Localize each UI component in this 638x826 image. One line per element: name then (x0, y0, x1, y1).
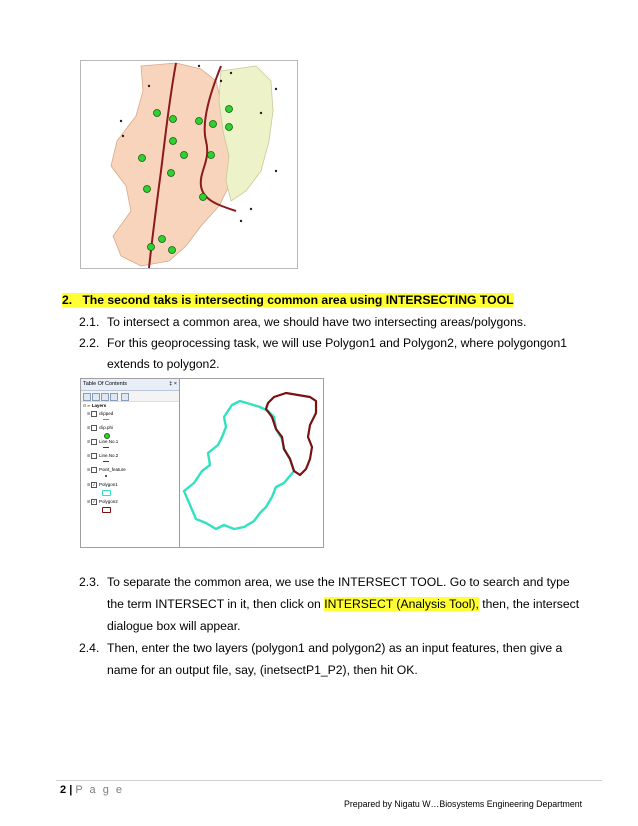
item-2-3-line2-pre: the term INTERSECT in it, then click on (107, 597, 325, 611)
point-feature (226, 124, 233, 131)
item-2-2-line2: extends to polygon2. (107, 357, 220, 371)
table-of-contents-panel (81, 379, 180, 547)
toc-root-label: Layers (91, 403, 107, 408)
item-2-3-line3: dialogue box will appear. (107, 619, 241, 633)
outside-point (122, 135, 124, 137)
item-2-2-number: 2.2. (79, 336, 100, 350)
clip-map-figure (80, 60, 298, 269)
toc-layer-item[interactable]: ⊞ Point_feature (87, 467, 126, 473)
outside-point (220, 80, 222, 82)
outside-point (250, 208, 252, 210)
footer-divider (56, 780, 602, 781)
layer-checkbox[interactable] (91, 467, 97, 473)
point-feature (144, 186, 151, 193)
item-2-1-number: 2.1. (79, 315, 100, 329)
item-2-2-line1: For this geoprocessing task, we will use Polygon1 and Polygon2, where polygongon1 (107, 336, 568, 350)
point-feature (168, 170, 175, 177)
layer-name: Polygon2 (99, 499, 118, 505)
arcmap-figure (80, 378, 324, 548)
layer-checkbox[interactable] (91, 411, 97, 417)
toc-toolbar (81, 391, 179, 402)
layer-checkbox-checked[interactable]: ✓ (92, 482, 96, 487)
polygon-map-image (180, 379, 323, 547)
intersect-tool-highlight: INTERSECT (Analysis Tool), (324, 597, 479, 611)
layer-name: clip.phi (99, 425, 114, 431)
toc-layer-item[interactable]: ⊞ clip.phi (87, 425, 114, 431)
item-2-3-number: 2.3. (79, 575, 100, 589)
section-heading-text: The second taks is intersecting common area using INTERSECTING TOOL (82, 293, 514, 307)
page-word: P a g e (75, 784, 124, 796)
toc-layers-root[interactable]: ⊟▰ Layers (83, 403, 107, 408)
item-2-3-line1: To separate the common area, we use the INTERSECT TOOL. Go to search and type (107, 575, 570, 589)
page-number (60, 784, 124, 796)
item-2-1-text: To intersect a common area, we should have two intersecting areas/polygons. (107, 315, 527, 329)
outside-point (198, 65, 200, 67)
legend-symbol (102, 490, 111, 496)
item-2-4-number: 2.4. (79, 641, 100, 655)
clip-map-image (81, 61, 297, 268)
item-2-3-line2 (107, 597, 579, 611)
layer-name: Point_feature (99, 467, 126, 473)
point-feature (170, 116, 177, 123)
point-feature (226, 106, 233, 113)
toc-layer-item[interactable]: ⊞ ✓ Polygon2 (87, 499, 118, 505)
point-feature (169, 247, 176, 254)
outside-point (240, 220, 242, 222)
legend-symbol (102, 507, 111, 513)
list-by-source-icon[interactable] (92, 393, 100, 401)
layer-checkbox[interactable] (91, 453, 97, 459)
list-by-visibility-icon[interactable] (101, 393, 109, 401)
point-feature (148, 244, 155, 251)
toc-layer-item[interactable]: ⊞ ✓ Polygon1 (87, 482, 118, 488)
legend-symbol (103, 419, 109, 420)
toc-layer-item[interactable]: ⊞ Line.No.1 (87, 439, 119, 445)
toc-title-bar (81, 379, 179, 391)
page-number-value: 2 (60, 784, 67, 796)
outside-point (230, 72, 232, 74)
outside-point (275, 88, 277, 90)
list-by-selection-icon[interactable] (110, 393, 118, 401)
outside-point (275, 170, 277, 172)
item-2-3-line2-post: then, the intersect (478, 597, 580, 611)
legend-symbol (103, 461, 109, 462)
section-number: 2. (62, 293, 73, 307)
section-heading (62, 293, 514, 307)
legend-symbol (105, 475, 107, 477)
layer-checkbox[interactable] (91, 439, 97, 445)
point-feature (154, 110, 161, 117)
layer-checkbox[interactable] (91, 425, 97, 431)
map-view[interactable] (180, 379, 323, 547)
legend-symbol (103, 447, 109, 448)
point-feature (159, 236, 166, 243)
point-feature (139, 155, 146, 162)
point-feature (170, 138, 177, 145)
toc-layer-item[interactable]: ⊞ clipped (87, 411, 114, 417)
point-feature (200, 194, 207, 201)
layer-name: Polygon1 (99, 482, 118, 488)
options-icon[interactable] (121, 393, 129, 401)
point-feature (196, 118, 203, 125)
point-feature (210, 121, 217, 128)
toc-pin-close[interactable]: ‡ × (169, 381, 177, 387)
page-separator: | (69, 784, 73, 796)
layer-name: Line.No.1 (99, 439, 119, 445)
polygon2-outline (266, 393, 316, 475)
prepared-by: Prepared by Nigatu W…Biosystems Engineering Department (344, 799, 583, 809)
toc-layer-item[interactable]: ⊞ Line.No.2 (87, 453, 119, 459)
point-feature (208, 152, 215, 159)
layer-checkbox-checked[interactable]: ✓ (92, 499, 96, 504)
list-by-drawing-order-icon[interactable] (83, 393, 91, 401)
outside-point (260, 112, 262, 114)
item-2-4-line1: Then, enter the two layers (polygon1 and polygon2) as an input features, then give a (107, 641, 563, 655)
toc-title: Table Of Contents (83, 381, 128, 387)
outside-point (120, 120, 122, 122)
yellow-area (219, 66, 273, 201)
layer-name: Line.No.2 (99, 453, 119, 459)
outside-point (148, 85, 150, 87)
item-2-4-line2: name for an output file, say, (inetsectP1_P2), then hit OK. (107, 663, 418, 677)
polygon1-outline (184, 401, 294, 529)
layer-name: clipped (99, 411, 114, 417)
point-feature (181, 152, 188, 159)
